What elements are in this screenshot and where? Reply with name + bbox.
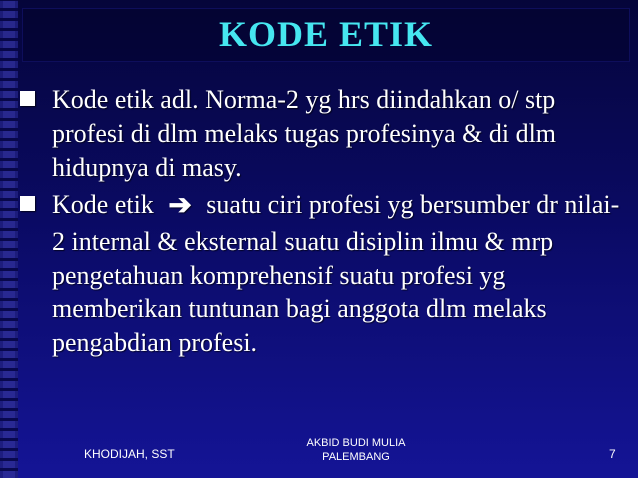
slide-footer bbox=[0, 436, 638, 468]
footer-institution bbox=[288, 436, 424, 465]
bullet-2-text: suatu ciri profesi yg bersumber dr nilai-2 internal & eksternal suatu disiplin ilmu & mrp pengetahuan komprehensif suatu profesi yg memberikan tuntunan bagi anggota dlm melaks pengabdian profesi. bbox=[52, 190, 620, 358]
page-number: 7 bbox=[609, 447, 616, 461]
footer-institution-line-1: AKBID BUDI MULIA bbox=[306, 437, 406, 449]
slide-title: KODE ETIK bbox=[218, 14, 434, 54]
footer-author: KHODIJAH, SST bbox=[84, 447, 175, 461]
bullet-2-prefix: Kode etik bbox=[52, 190, 154, 220]
square-bullet-icon bbox=[20, 91, 35, 106]
square-bullet-icon bbox=[20, 196, 35, 211]
bullet-1 bbox=[20, 83, 625, 184]
slide-content bbox=[20, 83, 625, 364]
footer-institution-line-2: PALEMBANG bbox=[322, 451, 390, 464]
right-arrow-icon: ➔ bbox=[168, 190, 192, 222]
decorative-left-strip bbox=[0, 0, 18, 478]
title-box bbox=[22, 8, 630, 62]
bullet-1-text: Kode etik adl. Norma-2 yg hrs diindahkan o/ stp profesi di dlm melaks tugas profesinya & di dlm hidupnya di masy. bbox=[52, 85, 557, 182]
bullet-2 bbox=[20, 188, 625, 360]
